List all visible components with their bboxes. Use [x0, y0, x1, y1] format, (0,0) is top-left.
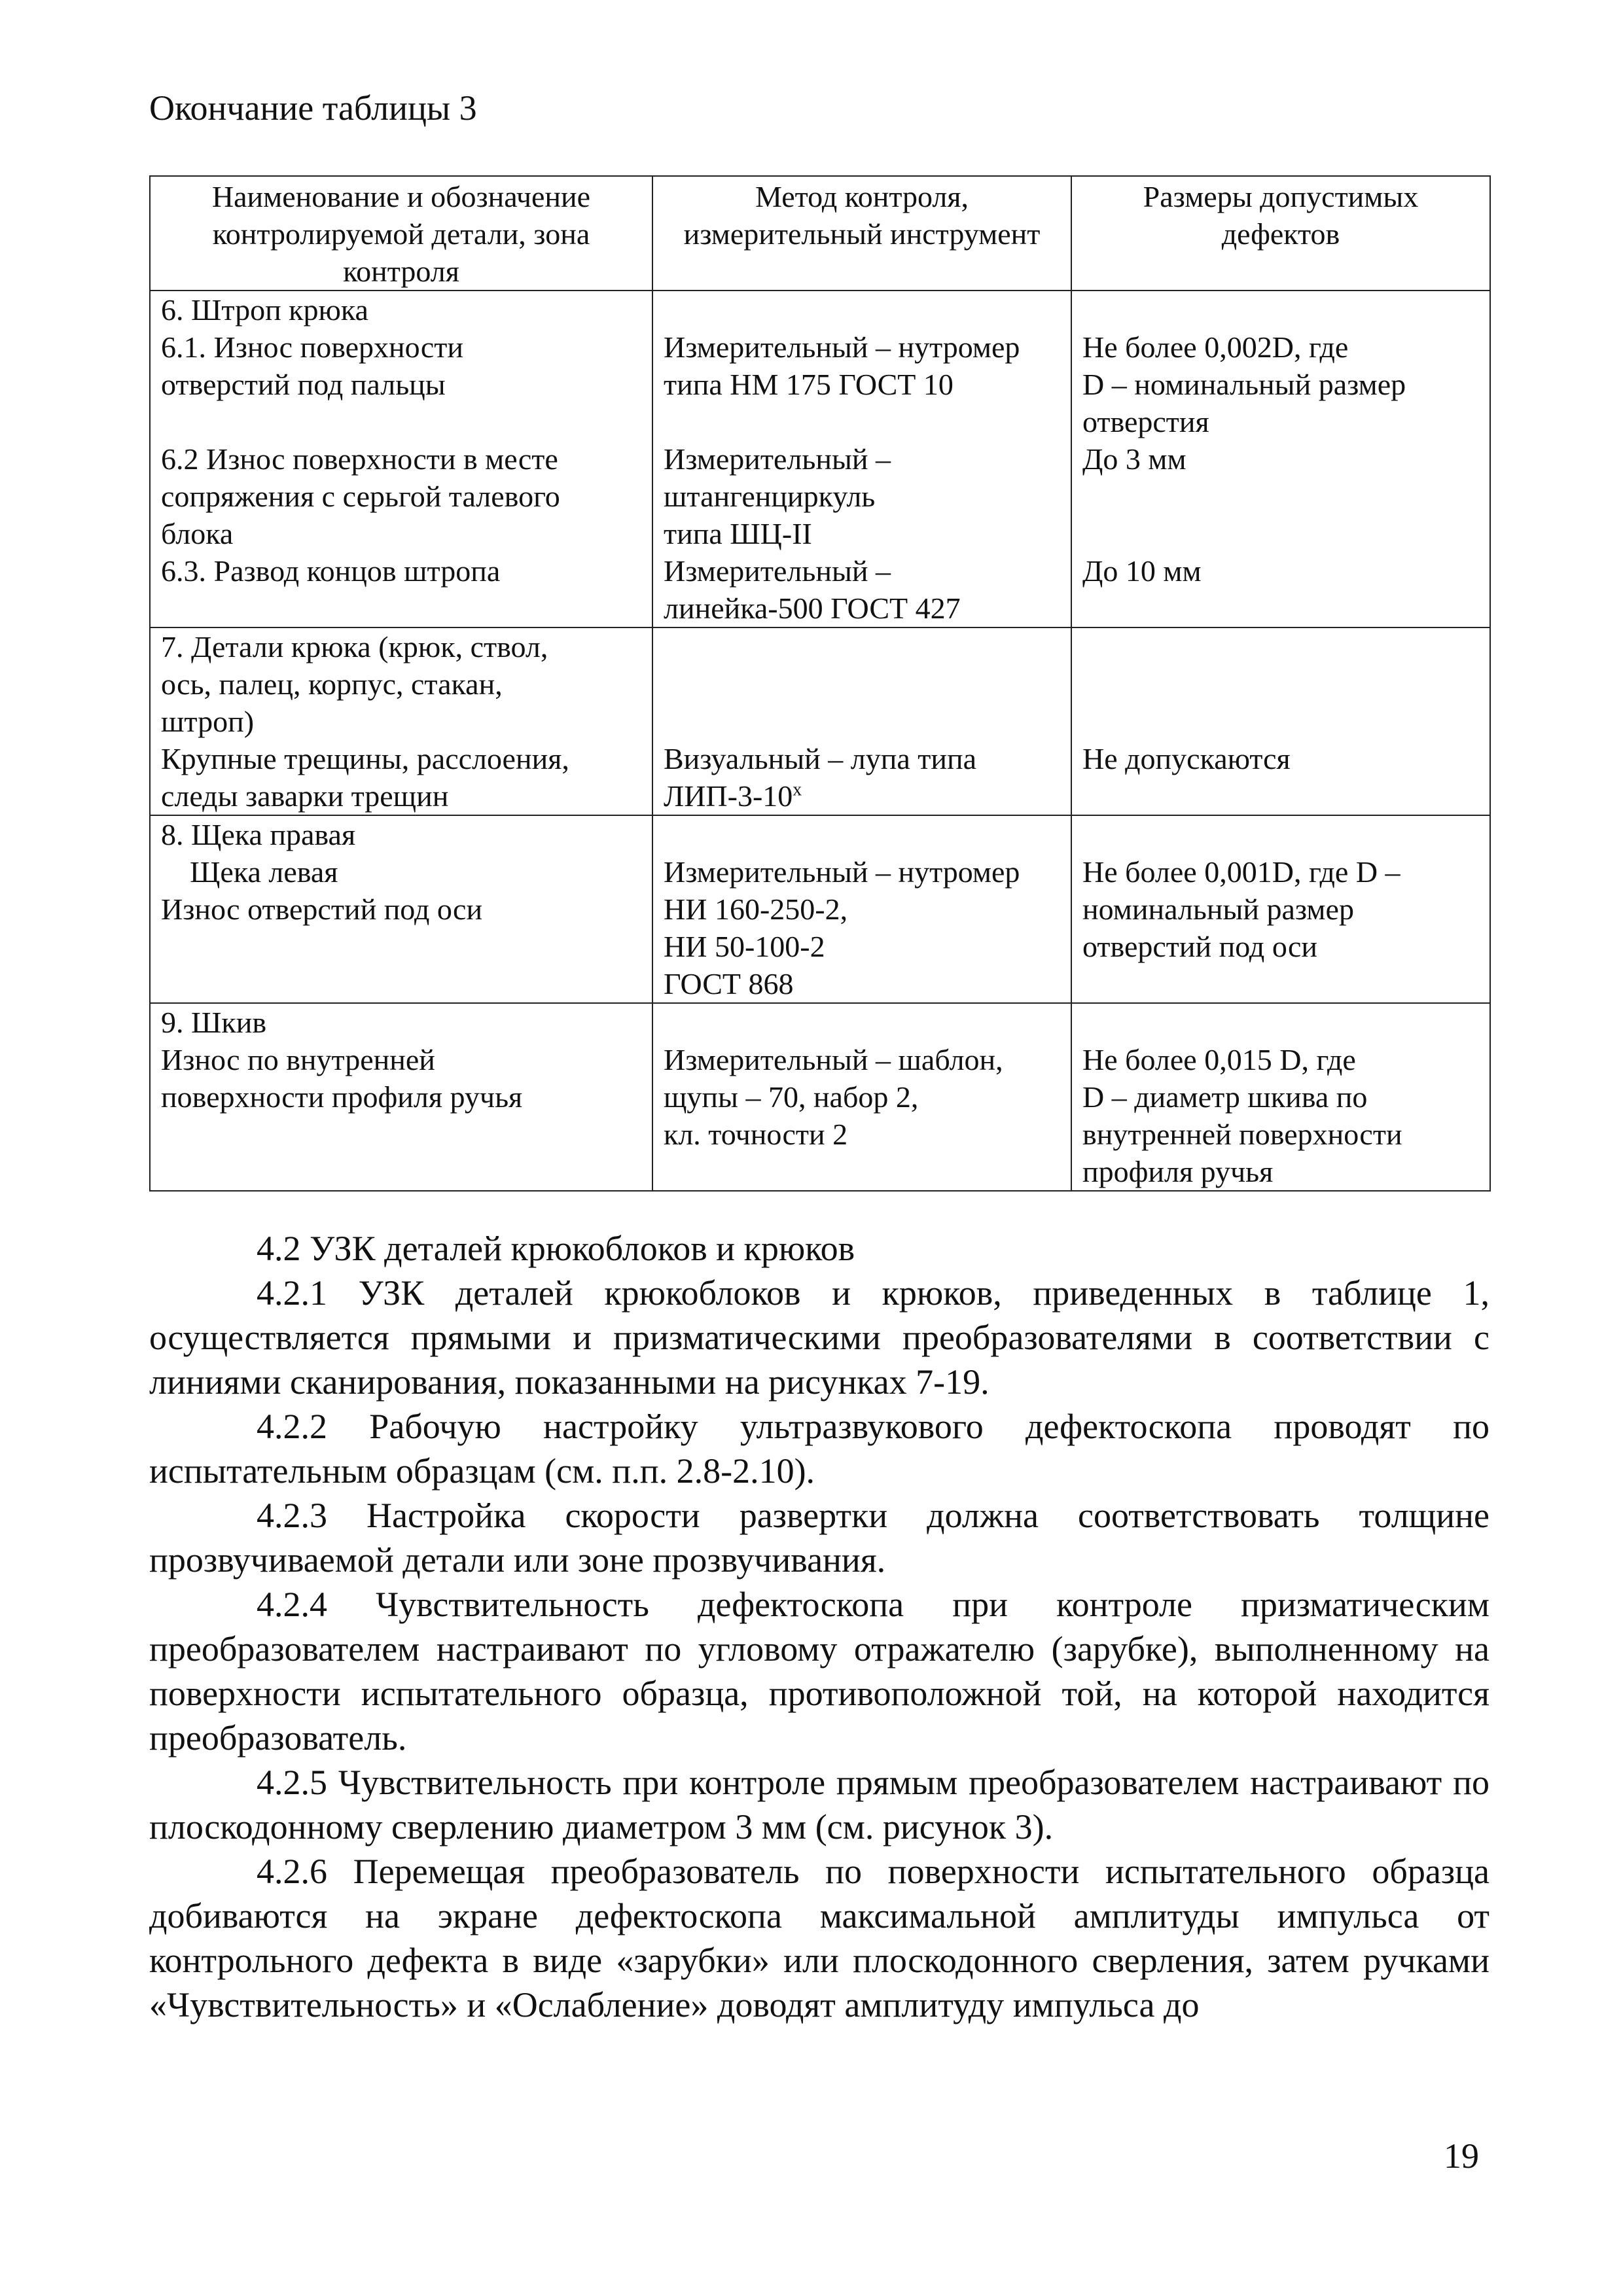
cell-part-name [150, 815, 652, 1003]
cell-line: 9. Шкив [161, 1006, 267, 1039]
cell-line: Визуальный – лупа типа [664, 742, 977, 775]
cell-part-name [150, 1003, 652, 1191]
cell-line: До 3 мм [1082, 442, 1186, 476]
section-title: 4.2 УЗК деталей крюкоблоков и крюков [257, 1229, 855, 1268]
cell-line: Износ по внутренней [161, 1043, 435, 1076]
cell-line: типа ШЦ-II [664, 517, 812, 550]
cell-line: 7. Детали крюка (крюк, ствол, [161, 630, 548, 663]
cell-line: 6.1. Износ поверхности [161, 330, 463, 364]
body-text [149, 1226, 1489, 2027]
paragraph-4-2-1: 4.2.1 УЗК деталей крюкоблоков и крюков, приведенных в таблице 1, осуществляется прямыми и призматическими преобразователями в соответствии с линиями сканирования, показанными на рисунках 7-19. [149, 1273, 1489, 1402]
cell-line [161, 403, 641, 440]
cell-line: блока [161, 517, 234, 550]
cell-line: ось, палец, корпус, стакан, [161, 667, 503, 701]
cell-line: линейка-500 ГОСТ 427 [664, 592, 961, 625]
cell-method [652, 627, 1071, 815]
cell-method [652, 815, 1071, 1003]
cell-line [1082, 478, 1479, 515]
cell-line [1082, 515, 1479, 552]
cell-line [664, 777, 1060, 815]
cell-line: штроп) [161, 705, 255, 738]
cell-line: кл. точности 2 [664, 1118, 848, 1151]
cell-line: Не допускаются [1082, 742, 1291, 775]
cell-line [664, 628, 1060, 665]
cell-line [1082, 1004, 1479, 1041]
cell-line: До 10 мм [1082, 554, 1202, 588]
paragraph-4-2-6: 4.2.6 Перемещая преобразователь по поверхности испытательного образца добиваются на экране дефектоскопа максимальной амплитуды импульса от контрольного дефекта в виде «зарубки» или плоскодонного сверления, затем ручками «Чувствительность» и «Ослабление» доводят амплитуду импульса до [149, 1852, 1489, 2024]
cell-defect-size [1071, 627, 1490, 815]
cell-line: Измерительный – нутромер [664, 330, 1020, 364]
table-caption: Окончание таблицы 3 [149, 88, 477, 128]
header-part-name: Наименование и обозначение контролируемой детали, зона контроля [150, 176, 652, 291]
cell-line: Измерительный – [664, 554, 891, 588]
cell-line: D – диаметр шкива по [1082, 1080, 1368, 1114]
cell-line: 6. Штроп крюка [161, 293, 368, 327]
cell-method [652, 1003, 1071, 1191]
cell-line: Измерительный – [664, 442, 891, 476]
cell-line: сопряжения с серьгой талевого [161, 480, 560, 513]
header-method: Метод контроля, измерительный инструмент [652, 176, 1071, 291]
paragraph-4-2-2: 4.2.2 Рабочую настройку ультразвукового дефектоскопа проводят по испытательным образцам (см. п.п. 2.8-2.10). [149, 1407, 1489, 1491]
table-row [150, 815, 1490, 1003]
defects-table [149, 175, 1491, 1192]
cell-method [652, 291, 1071, 627]
cell-line: Износ отверстий под оси [161, 892, 483, 926]
cell-line [664, 403, 1060, 440]
cell-defect-size [1071, 815, 1490, 1003]
cell-line: отверстия [1082, 405, 1209, 438]
cell-line [664, 665, 1060, 703]
table-row [150, 1003, 1490, 1191]
cell-line: Не более 0,015 D, где [1082, 1043, 1356, 1076]
cell-line: 8. Щека правая [161, 818, 356, 851]
cell-line: типа НМ 175 ГОСТ 10 [664, 368, 954, 401]
cell-line: ГОСТ 868 [664, 967, 794, 1000]
cell-line: следы заварки трещин [161, 779, 449, 813]
cell-line: Измерительный – шаблон, [664, 1043, 1003, 1076]
cell-line: НИ 160-250-2, [664, 892, 848, 926]
cell-line: внутренней поверхности [1082, 1118, 1402, 1151]
cell-line: профиля ручья [1082, 1155, 1274, 1188]
cell-line: Измерительный – нутромер [664, 855, 1020, 889]
cell-line [1082, 291, 1479, 328]
cell-line [1082, 703, 1479, 740]
cell-line: Крупные трещины, расслоения, [161, 742, 569, 775]
table-row [150, 627, 1490, 815]
cell-defect-size [1071, 291, 1490, 627]
cell-line: Щека левая [190, 855, 338, 889]
cell-line [1082, 816, 1479, 853]
cell-line: Не более 0,001D, где D – [1082, 855, 1400, 889]
cell-line [664, 291, 1060, 328]
cell-line: Не более 0,002D, где [1082, 330, 1349, 364]
magnification-mark: х [793, 779, 802, 800]
paragraph-4-2-5: 4.2.5 Чувствительность при контроле прямым преобразователем настраивают по плоскодонному сверлению диаметром 3 мм (см. рисунок 3). [149, 1763, 1489, 1846]
cell-line [664, 816, 1060, 853]
cell-line: 6.3. Развод концов штропа [161, 554, 501, 588]
cell-defect-size [1071, 1003, 1490, 1191]
cell-line: НИ 50-100-2 [664, 930, 825, 963]
paragraph-4-2-3: 4.2.3 Настройка скорости развертки должна соответствовать толщине прозвучиваемой детали или зоне прозвучивания. [149, 1496, 1489, 1580]
cell-line [1082, 628, 1479, 665]
cell-line: отверстий под оси [1082, 930, 1317, 963]
cell-part-name [150, 291, 652, 627]
cell-line: D – номинальный размер [1082, 368, 1406, 401]
cell-part-name [150, 627, 652, 815]
header-defect-size: Размеры допустимых дефектов [1071, 176, 1490, 291]
table-header-row [150, 176, 1490, 291]
table-row [150, 291, 1490, 627]
cell-line [1082, 665, 1479, 703]
lens-model: ЛИП-3-10 [664, 779, 793, 813]
cell-line: 6.2 Износ поверхности в месте [161, 442, 558, 476]
cell-line [664, 1004, 1060, 1041]
cell-line: отверстий под пальцы [161, 368, 446, 401]
page-number: 19 [1444, 2136, 1479, 2176]
cell-line: поверхности профиля ручья [161, 1080, 523, 1114]
cell-line: штангенциркуль [664, 480, 876, 513]
paragraph-4-2-4: 4.2.4 Чувствительность дефектоскопа при контроле призматическим преобразователем настраивают по угловому отражателю (зарубке), выполненному на поверхности испытательного образца, противоположной той, на которой находится преобразователь. [149, 1585, 1489, 1757]
cell-line: щупы – 70, набор 2, [664, 1080, 919, 1114]
cell-line [664, 703, 1060, 740]
cell-line: номинальный размер [1082, 892, 1354, 926]
